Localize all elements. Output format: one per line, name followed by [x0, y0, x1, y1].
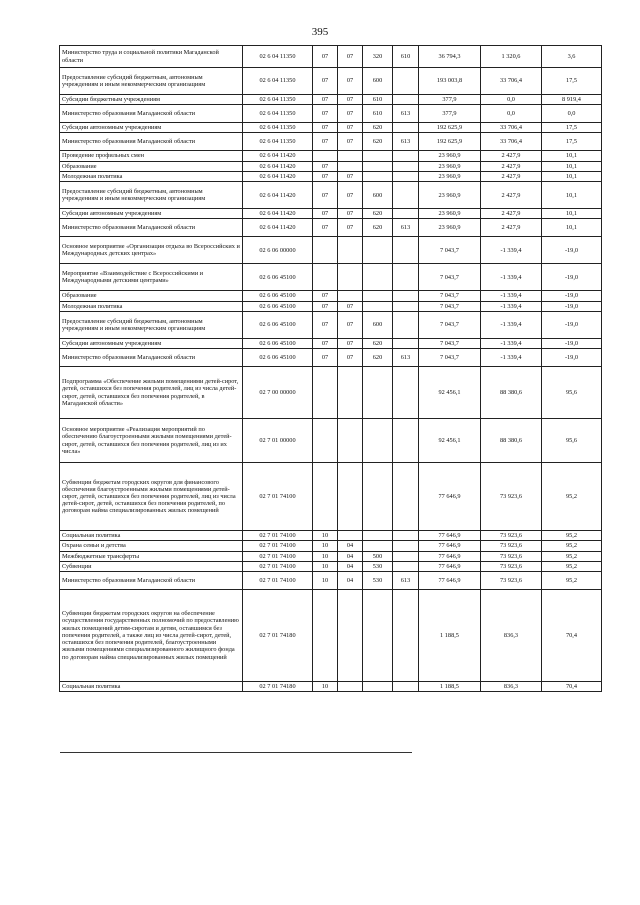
- subsection-code: 07: [338, 182, 363, 209]
- manager-code: [393, 171, 419, 181]
- subsection-code: [338, 419, 363, 463]
- manager-code: [393, 291, 419, 301]
- target-code: 02 7 00 00000: [243, 367, 313, 419]
- subsection-code: [338, 682, 363, 692]
- target-code: 02 7 01 74100: [243, 561, 313, 571]
- expense-type-code: 600: [363, 182, 393, 209]
- expense-type-code: 500: [363, 551, 393, 561]
- table-row: [60, 561, 602, 571]
- expense-type-code: 530: [363, 572, 393, 590]
- section-code: 07: [313, 219, 338, 237]
- expense-type-code: [363, 590, 393, 682]
- row-name: Субвенции бюджетам городских округов на обеспечение осуществления государственных полномочий по предоставлению жилых помещений детям-сиротам и детям, оставшимся без попечения родителей, а также лиц из числа детей-сирот, детей, оставшихся без попечения родителей, благоустроенными жилыми помещениями специализированного жилищного фонда по договорам найма специализированных жилых помещений: [60, 590, 243, 682]
- row-name: Субсидии автономным учреждениям: [60, 123, 243, 133]
- execution-percent: 17,5: [542, 133, 602, 151]
- expense-type-code: [363, 419, 393, 463]
- manager-code: [393, 338, 419, 348]
- section-code: [313, 419, 338, 463]
- manager-code: [393, 95, 419, 105]
- row-name: Основное мероприятие «Реализация мероприятий по обеспечению благоустроенными жилыми помещениями детей-сирот, детей, оставшихся без попечения родителей, лиц из их числа»: [60, 419, 243, 463]
- plan-amount: 7 043,7: [419, 301, 481, 311]
- manager-code: 613: [393, 572, 419, 590]
- table-row: [60, 105, 602, 123]
- execution-percent: 10,1: [542, 219, 602, 237]
- table-row: [60, 219, 602, 237]
- plan-amount: 1 188,5: [419, 682, 481, 692]
- execution-percent: 95,6: [542, 367, 602, 419]
- section-code: 10: [313, 572, 338, 590]
- subsection-code: 07: [338, 46, 363, 68]
- manager-code: [393, 541, 419, 551]
- section-code: [313, 264, 338, 291]
- expense-type-code: 620: [363, 133, 393, 151]
- table-row: [60, 590, 602, 682]
- plan-amount: 7 043,7: [419, 264, 481, 291]
- table-row: [60, 572, 602, 590]
- target-code: 02 6 04 11350: [243, 105, 313, 123]
- execution-percent: 95,2: [542, 541, 602, 551]
- row-name: Социальная политика: [60, 682, 243, 692]
- plan-amount: 77 646,9: [419, 541, 481, 551]
- page-number: 395: [311, 26, 329, 38]
- section-code: [313, 237, 338, 264]
- row-name: Министерство образования Магаданской области: [60, 349, 243, 367]
- subsection-code: 07: [338, 338, 363, 348]
- table-row: [60, 338, 602, 348]
- subsection-code: [338, 291, 363, 301]
- row-name: Министерство образования Магаданской области: [60, 133, 243, 151]
- plan-amount: 23 960,9: [419, 219, 481, 237]
- table-row: [60, 209, 602, 219]
- section-code: 07: [313, 291, 338, 301]
- execution-percent: 95,2: [542, 551, 602, 561]
- executed-amount: 73 923,6: [481, 541, 542, 551]
- section-code: 07: [313, 133, 338, 151]
- manager-code: 613: [393, 133, 419, 151]
- section-code: 07: [313, 182, 338, 209]
- expense-type-code: 620: [363, 219, 393, 237]
- target-code: 02 7 01 74100: [243, 531, 313, 541]
- row-name: Министерство образования Магаданской области: [60, 219, 243, 237]
- execution-percent: -19,0: [542, 349, 602, 367]
- execution-percent: -19,0: [542, 338, 602, 348]
- section-code: [313, 151, 338, 161]
- section-code: 07: [313, 301, 338, 311]
- target-code: 02 6 04 11350: [243, 133, 313, 151]
- table-row: [60, 531, 602, 541]
- target-code: 02 6 06 45100: [243, 301, 313, 311]
- execution-percent: 17,5: [542, 68, 602, 95]
- plan-amount: 7 043,7: [419, 338, 481, 348]
- plan-amount: 7 043,7: [419, 311, 481, 338]
- subsection-code: [338, 590, 363, 682]
- executed-amount: 73 923,6: [481, 551, 542, 561]
- expense-type-code: 320: [363, 46, 393, 68]
- plan-amount: 7 043,7: [419, 237, 481, 264]
- executed-amount: 2 427,9: [481, 171, 542, 181]
- section-code: 07: [313, 95, 338, 105]
- expense-type-code: [363, 682, 393, 692]
- target-code: 02 7 01 74100: [243, 463, 313, 531]
- manager-code: [393, 590, 419, 682]
- execution-percent: 10,1: [542, 171, 602, 181]
- execution-percent: 95,2: [542, 531, 602, 541]
- plan-amount: 192 625,9: [419, 123, 481, 133]
- execution-percent: 10,1: [542, 161, 602, 171]
- executed-amount: 33 706,4: [481, 133, 542, 151]
- target-code: 02 6 04 11420: [243, 209, 313, 219]
- target-code: 02 6 06 45100: [243, 291, 313, 301]
- manager-code: [393, 123, 419, 133]
- plan-amount: 77 646,9: [419, 572, 481, 590]
- plan-amount: 23 960,9: [419, 171, 481, 181]
- section-code: [313, 590, 338, 682]
- manager-code: [393, 264, 419, 291]
- expense-type-code: 620: [363, 123, 393, 133]
- subsection-code: 07: [338, 105, 363, 123]
- target-code: 02 7 01 00000: [243, 419, 313, 463]
- table-row: [60, 551, 602, 561]
- manager-code: 613: [393, 219, 419, 237]
- subsection-code: 07: [338, 95, 363, 105]
- execution-percent: -19,0: [542, 291, 602, 301]
- executed-amount: -1 339,4: [481, 301, 542, 311]
- table-row: [60, 237, 602, 264]
- subsection-code: 04: [338, 551, 363, 561]
- table-row: [60, 463, 602, 531]
- table-row: [60, 311, 602, 338]
- row-name: Охрана семьи и детства: [60, 541, 243, 551]
- target-code: 02 6 04 11420: [243, 171, 313, 181]
- section-code: 07: [313, 123, 338, 133]
- row-name: Социальная политика: [60, 531, 243, 541]
- executed-amount: 88 380,6: [481, 419, 542, 463]
- subsection-code: [338, 161, 363, 171]
- row-name: Министерство образования Магаданской области: [60, 572, 243, 590]
- execution-percent: 8 919,4: [542, 95, 602, 105]
- expense-type-code: [363, 541, 393, 551]
- plan-amount: 92 456,1: [419, 419, 481, 463]
- target-code: 02 7 01 74100: [243, 541, 313, 551]
- executed-amount: 0,0: [481, 95, 542, 105]
- executed-amount: -1 339,4: [481, 338, 542, 348]
- row-name: Образование: [60, 291, 243, 301]
- plan-amount: 377,9: [419, 95, 481, 105]
- table-row: [60, 291, 602, 301]
- executed-amount: 2 427,9: [481, 219, 542, 237]
- section-code: 07: [313, 349, 338, 367]
- subsection-code: 07: [338, 301, 363, 311]
- row-name: Субсидии автономным учреждениям: [60, 209, 243, 219]
- target-code: 02 6 06 45100: [243, 311, 313, 338]
- target-code: 02 6 04 11350: [243, 95, 313, 105]
- table-row: [60, 541, 602, 551]
- row-name: Предоставление субсидий бюджетным, автономным учреждениям и иным некоммерческим организациям: [60, 182, 243, 209]
- table-row: [60, 367, 602, 419]
- section-code: 07: [313, 338, 338, 348]
- row-name: Межбюджетные трансферты: [60, 551, 243, 561]
- manager-code: [393, 419, 419, 463]
- execution-percent: -19,0: [542, 264, 602, 291]
- target-code: 02 7 01 74100: [243, 551, 313, 561]
- section-code: 07: [313, 46, 338, 68]
- row-name: Министерство труда и социальной политики Магаданской области: [60, 46, 243, 68]
- plan-amount: 377,9: [419, 105, 481, 123]
- execution-percent: 70,4: [542, 590, 602, 682]
- manager-code: [393, 463, 419, 531]
- plan-amount: 77 646,9: [419, 551, 481, 561]
- row-name: Подпрограмма «Обеспечение жильми помещениями детей-сирот, детей, оставшихся без попечения родителей, лиц из числа детей-сирот, детей, оставшихся без попечения родителей, в Магаданской области»: [60, 367, 243, 419]
- subsection-code: [338, 237, 363, 264]
- executed-amount: 73 923,6: [481, 561, 542, 571]
- manager-code: 613: [393, 105, 419, 123]
- section-code: 10: [313, 541, 338, 551]
- plan-amount: 23 960,9: [419, 151, 481, 161]
- subsection-code: 04: [338, 561, 363, 571]
- manager-code: [393, 531, 419, 541]
- subsection-code: 07: [338, 209, 363, 219]
- table-row: [60, 419, 602, 463]
- row-name: Предоставление субсидий бюджетным, автономным учреждениям и иным некоммерческим организациям: [60, 311, 243, 338]
- subsection-code: 07: [338, 123, 363, 133]
- expense-type-code: [363, 291, 393, 301]
- row-name: Основное мероприятие «Организация отдыха во Всероссийских и Международных детских центрах»: [60, 237, 243, 264]
- table-row: [60, 182, 602, 209]
- row-name: Субвенции: [60, 561, 243, 571]
- subsection-code: 04: [338, 572, 363, 590]
- section-code: 10: [313, 561, 338, 571]
- execution-percent: 0,0: [542, 105, 602, 123]
- row-name: Образование: [60, 161, 243, 171]
- execution-percent: -19,0: [542, 301, 602, 311]
- executed-amount: -1 339,4: [481, 264, 542, 291]
- target-code: 02 7 01 74100: [243, 572, 313, 590]
- section-code: [313, 367, 338, 419]
- executed-amount: 2 427,9: [481, 161, 542, 171]
- target-code: 02 6 04 11420: [243, 182, 313, 209]
- target-code: 02 6 06 45100: [243, 349, 313, 367]
- footer-divider: [60, 752, 412, 753]
- execution-percent: 95,2: [542, 572, 602, 590]
- execution-percent: 95,6: [542, 419, 602, 463]
- row-name: Субсидии бюджетным учреждениям: [60, 95, 243, 105]
- table-row: [60, 46, 602, 68]
- plan-amount: 77 646,9: [419, 531, 481, 541]
- expense-type-code: [363, 237, 393, 264]
- expense-type-code: 600: [363, 68, 393, 95]
- expense-type-code: [363, 171, 393, 181]
- execution-percent: 70,4: [542, 682, 602, 692]
- subsection-code: [338, 264, 363, 291]
- section-code: 10: [313, 551, 338, 561]
- section-code: 07: [313, 68, 338, 95]
- table-row: [60, 349, 602, 367]
- table-row: [60, 301, 602, 311]
- section-code: 07: [313, 171, 338, 181]
- plan-amount: 7 043,7: [419, 349, 481, 367]
- execution-percent: -19,0: [542, 237, 602, 264]
- subsection-code: 07: [338, 311, 363, 338]
- target-code: 02 6 04 11350: [243, 68, 313, 95]
- expense-type-code: [363, 463, 393, 531]
- execution-percent: 3,6: [542, 46, 602, 68]
- executed-amount: -1 339,4: [481, 291, 542, 301]
- plan-amount: 23 960,9: [419, 209, 481, 219]
- plan-amount: 92 456,1: [419, 367, 481, 419]
- table-row: [60, 68, 602, 95]
- expense-type-code: 610: [363, 105, 393, 123]
- section-code: 10: [313, 682, 338, 692]
- subsection-code: 07: [338, 349, 363, 367]
- subsection-code: 07: [338, 219, 363, 237]
- execution-percent: 95,2: [542, 561, 602, 571]
- table-row: [60, 123, 602, 133]
- row-name: Проведение профильных смен: [60, 151, 243, 161]
- execution-percent: 95,2: [542, 463, 602, 531]
- execution-percent: 10,1: [542, 182, 602, 209]
- execution-percent: -19,0: [542, 311, 602, 338]
- target-code: 02 6 04 11350: [243, 123, 313, 133]
- subsection-code: 07: [338, 133, 363, 151]
- row-name: Молодежная политика: [60, 171, 243, 181]
- plan-amount: 77 646,9: [419, 561, 481, 571]
- expense-type-code: [363, 367, 393, 419]
- executed-amount: -1 339,4: [481, 311, 542, 338]
- executed-amount: 2 427,9: [481, 182, 542, 209]
- executed-amount: 73 923,6: [481, 531, 542, 541]
- section-code: 07: [313, 311, 338, 338]
- execution-percent: 10,1: [542, 209, 602, 219]
- plan-amount: 7 043,7: [419, 291, 481, 301]
- expense-type-code: [363, 301, 393, 311]
- table-row: [60, 133, 602, 151]
- executed-amount: 88 380,6: [481, 367, 542, 419]
- table-row: [60, 682, 602, 692]
- plan-amount: 193 003,8: [419, 68, 481, 95]
- manager-code: [393, 682, 419, 692]
- target-code: 02 7 01 74180: [243, 590, 313, 682]
- subsection-code: [338, 531, 363, 541]
- target-code: 02 6 06 45100: [243, 338, 313, 348]
- manager-code: [393, 209, 419, 219]
- manager-code: [393, 161, 419, 171]
- plan-amount: 23 960,9: [419, 161, 481, 171]
- expense-type-code: 610: [363, 95, 393, 105]
- executed-amount: 33 706,4: [481, 68, 542, 95]
- manager-code: 613: [393, 349, 419, 367]
- expense-type-code: 620: [363, 349, 393, 367]
- target-code: 02 7 01 74180: [243, 682, 313, 692]
- subsection-code: [338, 151, 363, 161]
- section-code: 07: [313, 161, 338, 171]
- section-code: 07: [313, 105, 338, 123]
- executed-amount: -1 339,4: [481, 237, 542, 264]
- budget-table: [59, 45, 602, 692]
- target-code: 02 6 06 45100: [243, 264, 313, 291]
- row-name: Мероприятие «Взаимодействие с Всероссийскими и Международными детскими центрами»: [60, 264, 243, 291]
- expense-type-code: [363, 161, 393, 171]
- manager-code: 610: [393, 46, 419, 68]
- subsection-code: 07: [338, 68, 363, 95]
- subsection-code: [338, 463, 363, 531]
- executed-amount: 1 320,6: [481, 46, 542, 68]
- table-body: [60, 46, 602, 692]
- manager-code: [393, 151, 419, 161]
- section-code: [313, 463, 338, 531]
- plan-amount: 1 188,5: [419, 590, 481, 682]
- expense-type-code: [363, 151, 393, 161]
- target-code: 02 6 04 11420: [243, 151, 313, 161]
- expense-type-code: [363, 531, 393, 541]
- manager-code: [393, 367, 419, 419]
- row-name: Субвенции бюджетам городских округов для финансового обеспечения благоустроенными жилыми помещениями детей-сирот, детей, оставшихся без попечения родителей, лиц из числа детей-сирот, детей, оставшихся без попечения родителей, по договорам найма специализированных жилых помещений: [60, 463, 243, 531]
- subsection-code: 07: [338, 171, 363, 181]
- section-code: 07: [313, 209, 338, 219]
- expense-type-code: 600: [363, 311, 393, 338]
- manager-code: [393, 182, 419, 209]
- executed-amount: 2 427,9: [481, 151, 542, 161]
- table-row: [60, 151, 602, 161]
- subsection-code: 04: [338, 541, 363, 551]
- expense-type-code: 620: [363, 209, 393, 219]
- table-row: [60, 161, 602, 171]
- plan-amount: 23 960,9: [419, 182, 481, 209]
- target-code: 02 6 04 11420: [243, 161, 313, 171]
- manager-code: [393, 311, 419, 338]
- executed-amount: 73 923,6: [481, 463, 542, 531]
- manager-code: [393, 68, 419, 95]
- table-row: [60, 95, 602, 105]
- manager-code: [393, 301, 419, 311]
- manager-code: [393, 561, 419, 571]
- section-code: 10: [313, 531, 338, 541]
- executed-amount: 836,3: [481, 590, 542, 682]
- executed-amount: 33 706,4: [481, 123, 542, 133]
- target-code: 02 6 04 11420: [243, 219, 313, 237]
- manager-code: [393, 551, 419, 561]
- executed-amount: -1 339,4: [481, 349, 542, 367]
- executed-amount: 73 923,6: [481, 572, 542, 590]
- row-name: Молодежная политика: [60, 301, 243, 311]
- row-name: Предоставление субсидий бюджетным, автономным учреждениям и иным некоммерческим организациям: [60, 68, 243, 95]
- plan-amount: 36 794,3: [419, 46, 481, 68]
- target-code: 02 6 04 11350: [243, 46, 313, 68]
- row-name: Субсидии автономным учреждениям: [60, 338, 243, 348]
- plan-amount: 192 625,9: [419, 133, 481, 151]
- execution-percent: 10,1: [542, 151, 602, 161]
- expense-type-code: 530: [363, 561, 393, 571]
- expense-type-code: 620: [363, 338, 393, 348]
- plan-amount: 77 646,9: [419, 463, 481, 531]
- subsection-code: [338, 367, 363, 419]
- execution-percent: 17,5: [542, 123, 602, 133]
- executed-amount: 2 427,9: [481, 209, 542, 219]
- target-code: 02 6 06 00000: [243, 237, 313, 264]
- row-name: Министерство образования Магаданской области: [60, 105, 243, 123]
- executed-amount: 0,0: [481, 105, 542, 123]
- table-row: [60, 171, 602, 181]
- manager-code: [393, 237, 419, 264]
- table-row: [60, 264, 602, 291]
- executed-amount: 836,3: [481, 682, 542, 692]
- expense-type-code: [363, 264, 393, 291]
